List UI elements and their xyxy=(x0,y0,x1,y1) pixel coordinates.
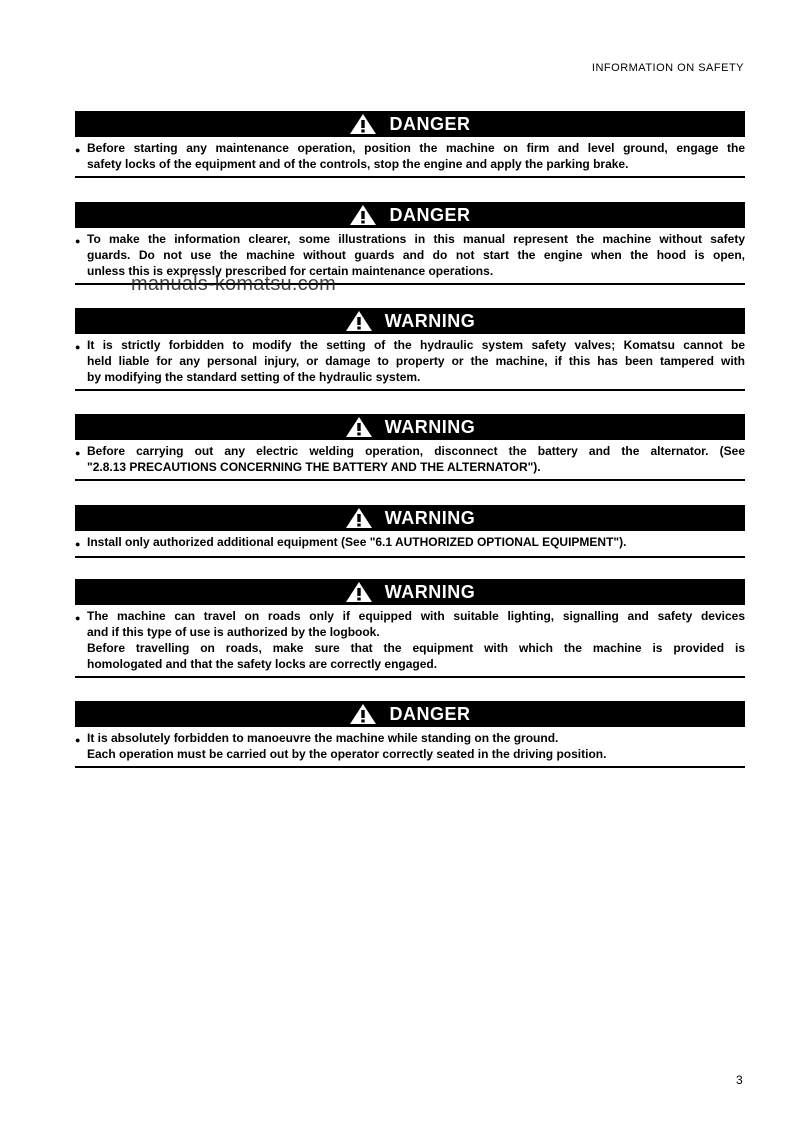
text-line: held liable for any personal injury, or damage to property or the machine, if this has been tampered with xyxy=(87,354,745,368)
text-line: homologated and that the safety locks are correctly engaged. xyxy=(87,657,438,671)
bullet-icon: ● xyxy=(75,735,81,745)
warning-header-bar xyxy=(75,308,745,334)
danger-header-bar xyxy=(75,701,745,727)
text-line: Before travelling on roads, make sure that the equipment with which the machine is provided is xyxy=(87,641,745,655)
safety-text xyxy=(75,531,745,558)
text-line: Before carrying out any electric welding operation, disconnect the battery and the alternator. (See xyxy=(87,444,745,458)
danger-header-bar xyxy=(75,111,745,137)
bullet-icon: ● xyxy=(75,613,81,623)
text-line: "2.8.13 PRECAUTIONS CONCERNING THE BATTERY AND THE ALTERNATOR"). xyxy=(87,460,541,474)
warning-triangle-icon xyxy=(349,703,377,725)
safety-block-danger xyxy=(75,111,745,178)
bullet-icon: ● xyxy=(75,145,81,155)
text-line: and if this type of use is authorized by the logbook. xyxy=(87,625,380,639)
warning-header-bar xyxy=(75,579,745,605)
warning-triangle-icon xyxy=(349,204,377,226)
bullet-icon: ● xyxy=(75,448,81,458)
text-line: It is strictly forbidden to modify the setting of the hydraulic system safety valves; Komatsu cannot be xyxy=(87,338,745,352)
text-line: It is absolutely forbidden to manoeuvre the machine while standing on the ground. xyxy=(87,731,559,745)
signal-word: WARNING xyxy=(384,310,476,331)
safety-block-warning xyxy=(75,505,745,558)
bullet-icon: ● xyxy=(75,236,81,246)
text-line: by modifying the standard setting of the hydraulic system. xyxy=(87,370,421,384)
safety-block-warning xyxy=(75,579,745,678)
warning-triangle-icon xyxy=(345,416,373,438)
safety-block-danger xyxy=(75,701,745,768)
bullet-icon: ● xyxy=(75,342,81,352)
safety-text xyxy=(75,727,745,768)
bullet-icon: ● xyxy=(75,539,81,549)
text-line: guards. Do not use the machine without guards and do not start the engine when the hood is open, xyxy=(87,248,745,262)
warning-header-bar xyxy=(75,414,745,440)
safety-text xyxy=(75,137,745,178)
text-line: Install only authorized additional equipment (See "6.1 AUTHORIZED OPTIONAL EQUIPMENT"). xyxy=(87,535,627,549)
signal-word: DANGER xyxy=(389,113,471,134)
safety-text xyxy=(75,605,745,678)
warning-triangle-icon xyxy=(345,310,373,332)
page-number: 3 xyxy=(736,1073,743,1087)
signal-word: WARNING xyxy=(384,416,476,437)
warning-header-bar xyxy=(75,505,745,531)
danger-header-bar xyxy=(75,202,745,228)
warning-triangle-icon xyxy=(345,507,373,529)
signal-word: WARNING xyxy=(384,507,476,528)
warning-triangle-icon xyxy=(345,581,373,603)
text-line: To make the information clearer, some illustrations in this manual represent the machine without safety xyxy=(87,232,745,246)
text-line: safety locks of the equipment and of the controls, stop the engine and apply the parking brake. xyxy=(87,157,629,171)
warning-triangle-icon xyxy=(349,113,377,135)
text-line: The machine can travel on roads only if equipped with suitable lighting, signalling and safety devices xyxy=(87,609,745,623)
watermark: manuals-komatsu.com xyxy=(131,273,336,295)
signal-word: DANGER xyxy=(389,703,471,724)
safety-block-warning xyxy=(75,308,745,391)
signal-word: WARNING xyxy=(384,581,476,602)
text-line: Each operation must be carried out by the operator correctly seated in the driving position. xyxy=(87,747,607,761)
safety-text xyxy=(75,440,745,481)
section-header: INFORMATION ON SAFETY xyxy=(591,62,744,74)
safety-block-warning xyxy=(75,414,745,481)
signal-word: DANGER xyxy=(389,204,471,225)
safety-text xyxy=(75,334,745,391)
text-line: Before starting any maintenance operation, position the machine on firm and level ground, engage the xyxy=(87,141,745,155)
text-line: unless this is expressly prescribed for certain maintenance operations. xyxy=(87,264,494,278)
